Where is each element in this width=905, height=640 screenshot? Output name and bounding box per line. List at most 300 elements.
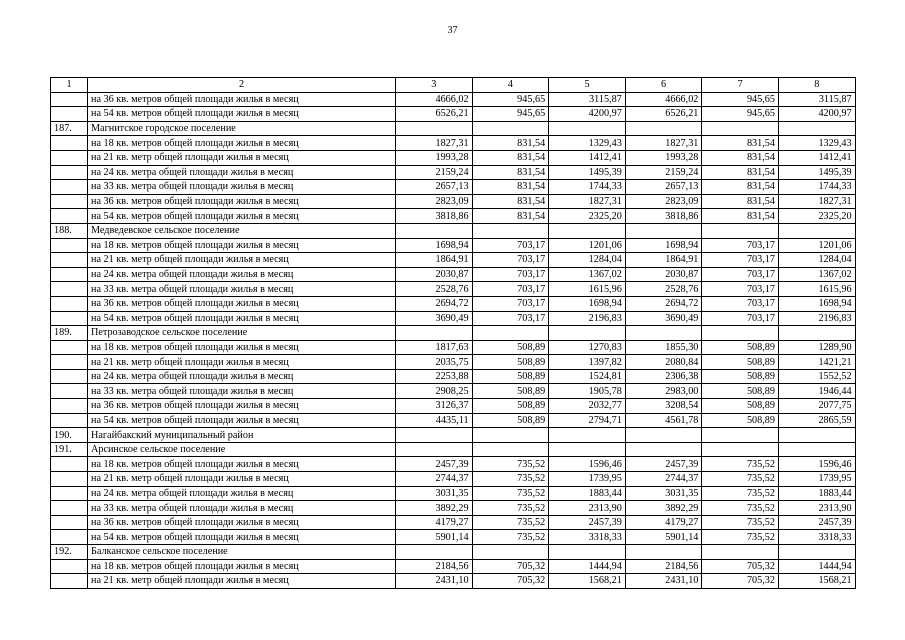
value-cell-col-4 <box>472 442 549 457</box>
value-cell-col-8: 1698,94 <box>778 296 855 311</box>
row-label-cell: на 36 кв. метров общей площади жилья в месяц <box>88 515 396 530</box>
value-cell-col-5 <box>549 326 626 341</box>
value-cell-col-3: 3126,37 <box>396 399 473 414</box>
column-number-2: 2 <box>88 78 396 93</box>
row-label-cell: на 24 кв. метра общей площади жилья в месяц <box>88 267 396 282</box>
value-cell-col-4: 508,89 <box>472 399 549 414</box>
table-row <box>51 238 856 253</box>
row-index-cell <box>51 209 88 224</box>
value-cell-col-6: 3031,35 <box>625 486 702 501</box>
row-index-cell <box>51 92 88 107</box>
value-cell-col-3: 2159,24 <box>396 165 473 180</box>
value-cell-col-8 <box>778 428 855 443</box>
row-label-cell: на 54 кв. метров общей площади жилья в месяц <box>88 209 396 224</box>
value-cell-col-6: 3690,49 <box>625 311 702 326</box>
row-label-cell: Балканское сельское поселение <box>88 545 396 560</box>
row-label-cell: Петрозаводское сельское поселение <box>88 326 396 341</box>
value-cell-col-7: 703,17 <box>702 253 779 268</box>
value-cell-col-7: 831,54 <box>702 150 779 165</box>
row-index-cell <box>51 180 88 195</box>
table-row <box>51 530 856 545</box>
value-cell-col-3: 3892,29 <box>396 501 473 516</box>
value-cell-col-6 <box>625 326 702 341</box>
row-index-cell <box>51 150 88 165</box>
value-cell-col-6 <box>625 223 702 238</box>
value-cell-col-3: 2457,39 <box>396 457 473 472</box>
row-label-cell: на 54 кв. метров общей площади жилья в месяц <box>88 311 396 326</box>
value-cell-col-8: 3115,87 <box>778 92 855 107</box>
value-cell-col-5 <box>549 442 626 457</box>
row-index-cell: 187. <box>51 121 88 136</box>
row-label-cell: на 54 кв. метров общей площади жилья в месяц <box>88 413 396 428</box>
value-cell-col-4: 735,52 <box>472 457 549 472</box>
row-index-cell: 191. <box>51 442 88 457</box>
row-index-cell <box>51 253 88 268</box>
value-cell-col-4: 945,65 <box>472 107 549 122</box>
value-cell-col-6: 6526,21 <box>625 107 702 122</box>
table-row <box>51 267 856 282</box>
table-row <box>51 399 856 414</box>
value-cell-col-6: 2983,00 <box>625 384 702 399</box>
value-cell-col-5: 1444,94 <box>549 559 626 574</box>
value-cell-col-4: 508,89 <box>472 355 549 370</box>
table-row <box>51 486 856 501</box>
table-row <box>51 340 856 355</box>
value-cell-col-4 <box>472 326 549 341</box>
value-cell-col-4: 945,65 <box>472 92 549 107</box>
value-cell-col-6: 1827,31 <box>625 136 702 151</box>
value-cell-col-7: 735,52 <box>702 457 779 472</box>
row-index-cell <box>51 515 88 530</box>
value-cell-col-6: 4666,02 <box>625 92 702 107</box>
value-cell-col-5: 1495,39 <box>549 165 626 180</box>
table-row <box>51 253 856 268</box>
table-row <box>51 355 856 370</box>
value-cell-col-3: 2253,88 <box>396 369 473 384</box>
row-label-cell: Медведевское сельское поселение <box>88 223 396 238</box>
value-cell-col-8: 2325,20 <box>778 209 855 224</box>
row-index-cell <box>51 194 88 209</box>
row-index-cell <box>51 238 88 253</box>
value-cell-col-3: 5901,14 <box>396 530 473 545</box>
table-row <box>51 574 856 589</box>
value-cell-col-8: 1883,44 <box>778 486 855 501</box>
value-cell-col-6: 2184,56 <box>625 559 702 574</box>
value-cell-col-5: 1284,04 <box>549 253 626 268</box>
value-cell-col-7: 831,54 <box>702 180 779 195</box>
table-row <box>51 180 856 195</box>
value-cell-col-7 <box>702 545 779 560</box>
value-cell-col-5: 1568,21 <box>549 574 626 589</box>
value-cell-col-8: 1739,95 <box>778 472 855 487</box>
value-cell-col-6: 3208,54 <box>625 399 702 414</box>
value-cell-col-6 <box>625 121 702 136</box>
value-cell-col-5: 3115,87 <box>549 92 626 107</box>
value-cell-col-6: 2744,37 <box>625 472 702 487</box>
table-row <box>51 326 856 341</box>
value-cell-col-7: 735,52 <box>702 530 779 545</box>
row-index-cell: 189. <box>51 326 88 341</box>
value-cell-col-8: 1495,39 <box>778 165 855 180</box>
value-cell-col-5: 1596,46 <box>549 457 626 472</box>
row-label-cell: на 21 кв. метр общей площади жилья в месяц <box>88 355 396 370</box>
value-cell-col-8: 1552,52 <box>778 369 855 384</box>
value-cell-col-7: 735,52 <box>702 515 779 530</box>
value-cell-col-7 <box>702 442 779 457</box>
value-cell-col-8: 1284,04 <box>778 253 855 268</box>
value-cell-col-4 <box>472 223 549 238</box>
value-cell-col-8: 4200,97 <box>778 107 855 122</box>
row-index-cell <box>51 384 88 399</box>
column-number-4: 4 <box>472 78 549 93</box>
value-cell-col-3: 2528,76 <box>396 282 473 297</box>
table-row <box>51 559 856 574</box>
value-cell-col-6: 2080,84 <box>625 355 702 370</box>
value-cell-col-8: 2313,90 <box>778 501 855 516</box>
value-cell-col-4 <box>472 121 549 136</box>
row-index-cell <box>51 136 88 151</box>
value-cell-col-4: 735,52 <box>472 515 549 530</box>
row-index-cell <box>51 267 88 282</box>
value-cell-col-7: 705,32 <box>702 559 779 574</box>
value-cell-col-4: 508,89 <box>472 369 549 384</box>
value-cell-col-3: 2744,37 <box>396 472 473 487</box>
table-row <box>51 165 856 180</box>
value-cell-col-7: 508,89 <box>702 340 779 355</box>
value-cell-col-5: 1329,43 <box>549 136 626 151</box>
value-cell-col-4: 703,17 <box>472 267 549 282</box>
row-label-cell: на 36 кв. метров общей площади жилья в месяц <box>88 296 396 311</box>
value-cell-col-8: 2196,83 <box>778 311 855 326</box>
value-cell-col-3: 3690,49 <box>396 311 473 326</box>
value-cell-col-5: 2457,39 <box>549 515 626 530</box>
value-cell-col-7: 508,89 <box>702 413 779 428</box>
value-cell-col-3 <box>396 545 473 560</box>
value-cell-col-6: 5901,14 <box>625 530 702 545</box>
value-cell-col-7: 703,17 <box>702 238 779 253</box>
value-cell-col-5: 1270,83 <box>549 340 626 355</box>
row-index-cell: 188. <box>51 223 88 238</box>
row-label-cell: на 21 кв. метр общей площади жилья в месяц <box>88 472 396 487</box>
row-index-cell <box>51 472 88 487</box>
value-cell-col-7: 735,52 <box>702 486 779 501</box>
row-label-cell: на 18 кв. метров общей площади жилья в месяц <box>88 340 396 355</box>
table-row <box>51 209 856 224</box>
value-cell-col-3: 3031,35 <box>396 486 473 501</box>
value-cell-col-7: 831,54 <box>702 194 779 209</box>
value-cell-col-3: 2035,75 <box>396 355 473 370</box>
value-cell-col-7: 508,89 <box>702 369 779 384</box>
column-number-3: 3 <box>396 78 473 93</box>
row-label-cell: на 18 кв. метров общей площади жилья в месяц <box>88 238 396 253</box>
table-row <box>51 457 856 472</box>
value-cell-col-7: 735,52 <box>702 501 779 516</box>
value-cell-col-8 <box>778 545 855 560</box>
table-row <box>51 442 856 457</box>
value-cell-col-4: 508,89 <box>472 384 549 399</box>
row-index-cell <box>51 107 88 122</box>
value-cell-col-7: 703,17 <box>702 311 779 326</box>
row-index-cell <box>51 574 88 589</box>
row-index-cell <box>51 355 88 370</box>
value-cell-col-3: 2908,25 <box>396 384 473 399</box>
row-label-cell: на 21 кв. метр общей площади жилья в месяц <box>88 253 396 268</box>
value-cell-col-5: 2794,71 <box>549 413 626 428</box>
table-body <box>51 78 856 589</box>
value-cell-col-6: 4561,78 <box>625 413 702 428</box>
value-cell-col-8: 2457,39 <box>778 515 855 530</box>
value-cell-col-4: 508,89 <box>472 413 549 428</box>
value-cell-col-4: 735,52 <box>472 530 549 545</box>
value-cell-col-8 <box>778 223 855 238</box>
value-cell-col-6: 2657,13 <box>625 180 702 195</box>
row-index-cell: 192. <box>51 545 88 560</box>
value-cell-col-5: 1201,06 <box>549 238 626 253</box>
value-cell-col-8: 1289,90 <box>778 340 855 355</box>
table-row <box>51 92 856 107</box>
table-row <box>51 413 856 428</box>
table-row <box>51 150 856 165</box>
value-cell-col-4: 831,54 <box>472 180 549 195</box>
value-cell-col-5 <box>549 545 626 560</box>
value-cell-col-6 <box>625 428 702 443</box>
value-cell-col-8: 1568,21 <box>778 574 855 589</box>
value-cell-col-4: 508,89 <box>472 340 549 355</box>
table-row <box>51 369 856 384</box>
row-label-cell: на 24 кв. метра общей площади жилья в месяц <box>88 369 396 384</box>
value-cell-col-3: 1864,91 <box>396 253 473 268</box>
value-cell-col-3: 2431,10 <box>396 574 473 589</box>
value-cell-col-6: 1698,94 <box>625 238 702 253</box>
value-cell-col-4: 735,52 <box>472 472 549 487</box>
value-cell-col-8: 1412,41 <box>778 150 855 165</box>
value-cell-col-6: 2823,09 <box>625 194 702 209</box>
value-cell-col-4: 703,17 <box>472 311 549 326</box>
value-cell-col-5: 3318,33 <box>549 530 626 545</box>
value-cell-col-4: 831,54 <box>472 209 549 224</box>
row-label-cell: на 24 кв. метра общей площади жилья в месяц <box>88 165 396 180</box>
value-cell-col-8: 1444,94 <box>778 559 855 574</box>
value-cell-col-8: 3318,33 <box>778 530 855 545</box>
value-cell-col-8: 1615,96 <box>778 282 855 297</box>
value-cell-col-3: 2184,56 <box>396 559 473 574</box>
value-cell-col-8 <box>778 121 855 136</box>
value-cell-col-8 <box>778 442 855 457</box>
value-cell-col-6: 1864,91 <box>625 253 702 268</box>
table-row <box>51 501 856 516</box>
value-cell-col-3: 6526,21 <box>396 107 473 122</box>
value-cell-col-6 <box>625 545 702 560</box>
value-cell-col-4: 705,32 <box>472 559 549 574</box>
value-cell-col-8: 1744,33 <box>778 180 855 195</box>
table-row <box>51 296 856 311</box>
value-cell-col-5: 2313,90 <box>549 501 626 516</box>
value-cell-col-7: 508,89 <box>702 355 779 370</box>
value-cell-col-4 <box>472 545 549 560</box>
value-cell-col-8: 1201,06 <box>778 238 855 253</box>
value-cell-col-7: 735,52 <box>702 472 779 487</box>
value-cell-col-7 <box>702 121 779 136</box>
value-cell-col-7: 831,54 <box>702 165 779 180</box>
value-cell-col-5: 1698,94 <box>549 296 626 311</box>
value-cell-col-7: 945,65 <box>702 92 779 107</box>
row-index-cell <box>51 559 88 574</box>
table-row <box>51 194 856 209</box>
value-cell-col-6: 2694,72 <box>625 296 702 311</box>
row-label-cell: Арсинское сельское поселение <box>88 442 396 457</box>
value-cell-col-3: 1817,63 <box>396 340 473 355</box>
row-label-cell: на 33 кв. метра общей площади жилья в месяц <box>88 282 396 297</box>
row-index-cell <box>51 296 88 311</box>
value-cell-col-7: 705,32 <box>702 574 779 589</box>
value-cell-col-8 <box>778 326 855 341</box>
row-label-cell: на 33 кв. метра общей площади жилья в месяц <box>88 180 396 195</box>
row-label-cell: Магнитское городское поселение <box>88 121 396 136</box>
row-label-cell: на 21 кв. метр общей площади жилья в месяц <box>88 150 396 165</box>
value-cell-col-3: 2823,09 <box>396 194 473 209</box>
row-label-cell: на 54 кв. метров общей площади жилья в месяц <box>88 107 396 122</box>
value-cell-col-3: 1827,31 <box>396 136 473 151</box>
value-cell-col-6: 2030,87 <box>625 267 702 282</box>
value-cell-col-6: 2528,76 <box>625 282 702 297</box>
value-cell-col-4: 831,54 <box>472 150 549 165</box>
value-cell-col-3 <box>396 223 473 238</box>
row-index-cell <box>51 399 88 414</box>
value-cell-col-7 <box>702 326 779 341</box>
table-row <box>51 515 856 530</box>
value-cell-col-7: 508,89 <box>702 384 779 399</box>
value-cell-col-5: 1739,95 <box>549 472 626 487</box>
value-cell-col-3 <box>396 442 473 457</box>
row-index-cell <box>51 457 88 472</box>
value-cell-col-8: 2077,75 <box>778 399 855 414</box>
row-label-cell: Нагайбакский муниципальный район <box>88 428 396 443</box>
value-cell-col-8: 1596,46 <box>778 457 855 472</box>
row-index-cell <box>51 413 88 428</box>
row-label-cell: на 24 кв. метра общей площади жилья в месяц <box>88 486 396 501</box>
value-cell-col-8: 2865,59 <box>778 413 855 428</box>
value-cell-col-3: 4179,27 <box>396 515 473 530</box>
tariff-table <box>50 77 856 589</box>
row-label-cell: на 36 кв. метров общей площади жилья в месяц <box>88 399 396 414</box>
value-cell-col-3 <box>396 326 473 341</box>
table-row <box>51 545 856 560</box>
value-cell-col-6: 1993,28 <box>625 150 702 165</box>
row-label-cell: на 18 кв. метров общей площади жилья в месяц <box>88 457 396 472</box>
value-cell-col-5: 2032,77 <box>549 399 626 414</box>
value-cell-col-5 <box>549 428 626 443</box>
table-row <box>51 472 856 487</box>
value-cell-col-8: 1827,31 <box>778 194 855 209</box>
value-cell-col-5: 1905,78 <box>549 384 626 399</box>
value-cell-col-5: 1524,81 <box>549 369 626 384</box>
table-row <box>51 282 856 297</box>
value-cell-col-4: 735,52 <box>472 501 549 516</box>
table-row <box>51 384 856 399</box>
column-number-8: 8 <box>778 78 855 93</box>
row-label-cell: на 36 кв. метров общей площади жилья в месяц <box>88 92 396 107</box>
value-cell-col-4: 735,52 <box>472 486 549 501</box>
value-cell-col-6: 2306,38 <box>625 369 702 384</box>
value-cell-col-8: 1367,02 <box>778 267 855 282</box>
row-index-cell <box>51 340 88 355</box>
value-cell-col-5: 2325,20 <box>549 209 626 224</box>
table-row <box>51 223 856 238</box>
value-cell-col-4: 831,54 <box>472 165 549 180</box>
value-cell-col-5: 4200,97 <box>549 107 626 122</box>
value-cell-col-7: 508,89 <box>702 399 779 414</box>
value-cell-col-5: 1367,02 <box>549 267 626 282</box>
value-cell-col-5: 1615,96 <box>549 282 626 297</box>
value-cell-col-6: 2431,10 <box>625 574 702 589</box>
value-cell-col-7 <box>702 223 779 238</box>
value-cell-col-5: 1397,82 <box>549 355 626 370</box>
value-cell-col-6: 3818,86 <box>625 209 702 224</box>
value-cell-col-3: 4435,11 <box>396 413 473 428</box>
value-cell-col-5: 1827,31 <box>549 194 626 209</box>
value-cell-col-4: 705,32 <box>472 574 549 589</box>
value-cell-col-8: 1329,43 <box>778 136 855 151</box>
row-label-cell: на 54 кв. метров общей площади жилья в месяц <box>88 530 396 545</box>
value-cell-col-5 <box>549 121 626 136</box>
value-cell-col-7 <box>702 428 779 443</box>
table-header-row <box>51 78 856 93</box>
row-label-cell: на 21 кв. метр общей площади жилья в месяц <box>88 574 396 589</box>
value-cell-col-8: 1421,21 <box>778 355 855 370</box>
value-cell-col-4: 703,17 <box>472 282 549 297</box>
value-cell-col-6: 4179,27 <box>625 515 702 530</box>
row-label-cell: на 33 кв. метра общей площади жилья в месяц <box>88 384 396 399</box>
value-cell-col-7: 831,54 <box>702 136 779 151</box>
row-index-cell: 190. <box>51 428 88 443</box>
value-cell-col-3 <box>396 428 473 443</box>
column-number-6: 6 <box>625 78 702 93</box>
column-number-7: 7 <box>702 78 779 93</box>
value-cell-col-3: 1698,94 <box>396 238 473 253</box>
row-label-cell: на 33 кв. метра общей площади жилья в месяц <box>88 501 396 516</box>
value-cell-col-8: 1946,44 <box>778 384 855 399</box>
value-cell-col-3: 4666,02 <box>396 92 473 107</box>
table-row <box>51 121 856 136</box>
row-label-cell: на 36 кв. метров общей площади жилья в месяц <box>88 194 396 209</box>
row-index-cell <box>51 311 88 326</box>
value-cell-col-5: 1412,41 <box>549 150 626 165</box>
value-cell-col-4: 831,54 <box>472 194 549 209</box>
value-cell-col-3 <box>396 121 473 136</box>
column-number-5: 5 <box>549 78 626 93</box>
value-cell-col-3: 2694,72 <box>396 296 473 311</box>
value-cell-col-3: 2657,13 <box>396 180 473 195</box>
value-cell-col-4: 703,17 <box>472 296 549 311</box>
column-number-1: 1 <box>51 78 88 93</box>
value-cell-col-4: 703,17 <box>472 253 549 268</box>
value-cell-col-3: 2030,87 <box>396 267 473 282</box>
table-row <box>51 107 856 122</box>
value-cell-col-4: 831,54 <box>472 136 549 151</box>
value-cell-col-5: 1744,33 <box>549 180 626 195</box>
value-cell-col-5: 1883,44 <box>549 486 626 501</box>
row-index-cell <box>51 165 88 180</box>
value-cell-col-7: 703,17 <box>702 296 779 311</box>
row-label-cell: на 18 кв. метров общей площади жилья в месяц <box>88 559 396 574</box>
value-cell-col-7: 703,17 <box>702 267 779 282</box>
page-number: 37 <box>447 25 458 36</box>
value-cell-col-7: 945,65 <box>702 107 779 122</box>
table-row <box>51 311 856 326</box>
value-cell-col-5 <box>549 223 626 238</box>
value-cell-col-3: 1993,28 <box>396 150 473 165</box>
value-cell-col-6: 3892,29 <box>625 501 702 516</box>
